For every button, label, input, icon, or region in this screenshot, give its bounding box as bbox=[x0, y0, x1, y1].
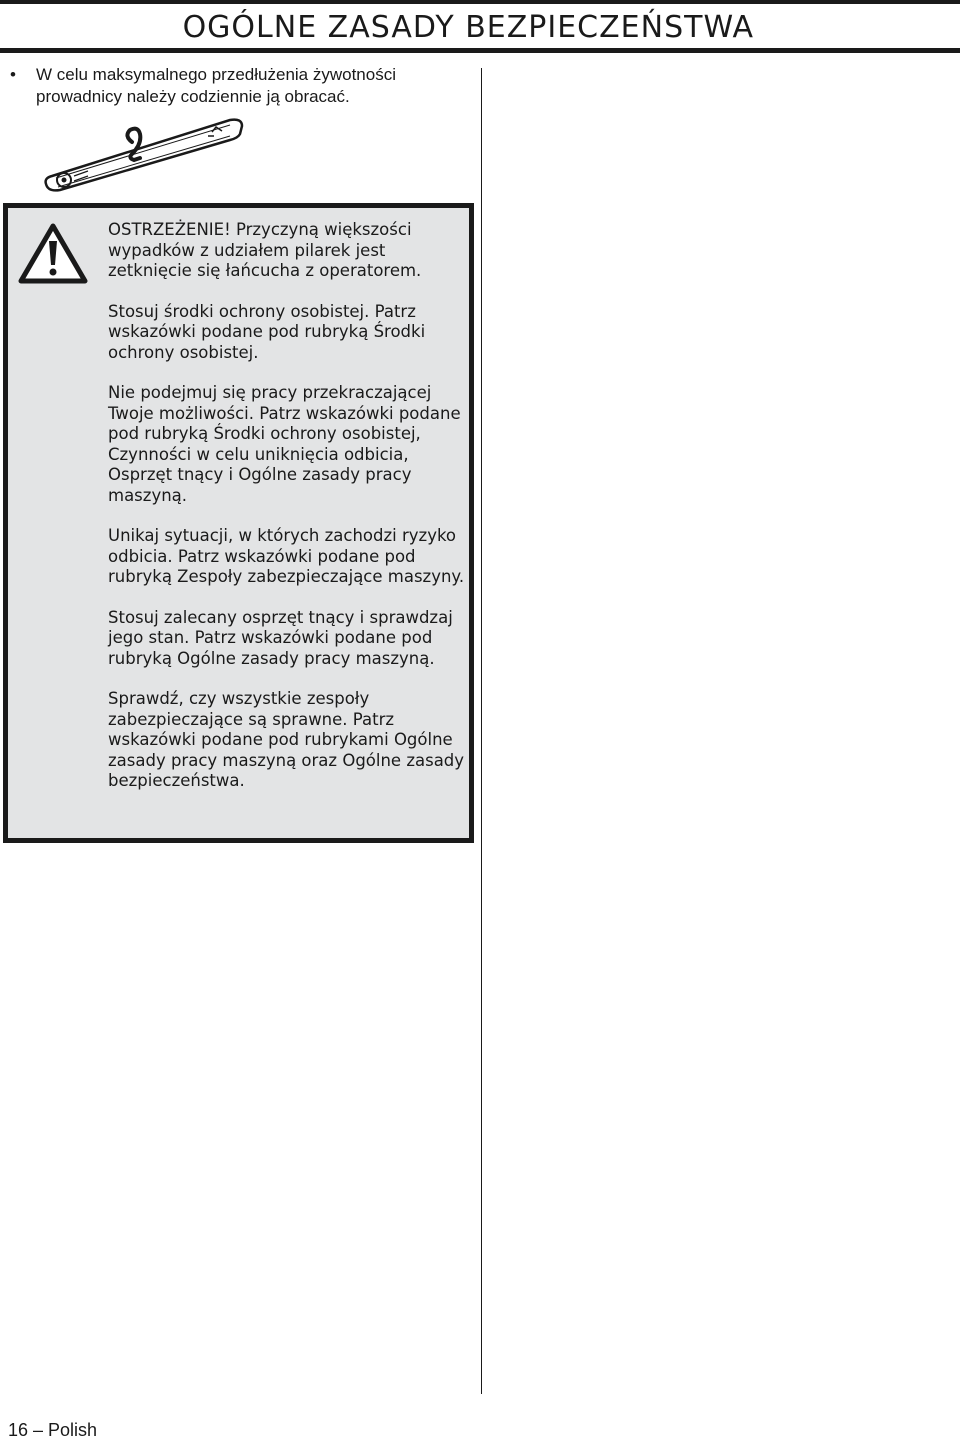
header-rule-bottom bbox=[0, 48, 960, 53]
warning-paragraph: Unikaj sytuacji, w których zachodzi ryzyko odbicia. Patrz wskazówki podane pod rubryką Zespoły zabezpieczające maszyny. bbox=[108, 526, 465, 586]
column-divider bbox=[481, 68, 482, 1394]
page-footer: 16 – Polish bbox=[8, 1420, 98, 1440]
page-header bbox=[0, 0, 960, 54]
guide-bar-icon bbox=[40, 112, 250, 199]
warning-box bbox=[3, 203, 474, 843]
warning-paragraph: Stosuj środki ochrony osobistej. Patrz wskazówki podane pod rubryką Środki ochrony osobistej. bbox=[108, 301, 426, 362]
warning-paragraph: Stosuj zalecany osprzęt tnący i sprawdzaj jego stan. Patrz wskazówki podane pod rubryką Ogólne zasady pracy maszyną. bbox=[108, 607, 453, 668]
warning-paragraph: Sprawdź, czy wszystkie zespoły zabezpieczające są sprawne. Patrz wskazówki podane pod rubrykami Ogólne zasady pracy maszyną oraz Ogólne zasady bezpieczeństwa. bbox=[108, 689, 465, 790]
warning-triangle-icon bbox=[18, 223, 88, 290]
warning-paragraph: OSTRZEŻENIE! Przyczyną większości wypadków z udziałem pilarek jest zetknięcie się łańcucha z operatorem. bbox=[108, 220, 422, 280]
warning-text bbox=[108, 220, 468, 812]
bullet-text: W celu maksymalnego przedłużenia żywotności prowadnicy należy codziennie ją obracać. bbox=[36, 65, 396, 106]
bullet-marker: • bbox=[10, 65, 16, 84]
page-title: OGÓLNE ZASADY BEZPIECZEŃSTWA bbox=[181, 8, 756, 48]
warning-paragraph: Nie podejmuj się pracy przekraczającej Twoje możliwości. Patrz wskazówki podane pod rubryką Środki ochrony osobistej, Czynności w celu uniknięcia odbicia, Osprzęt tnący i Ogólne zasady pracy maszyną. bbox=[108, 383, 461, 505]
header-rule-top bbox=[0, 0, 960, 4]
